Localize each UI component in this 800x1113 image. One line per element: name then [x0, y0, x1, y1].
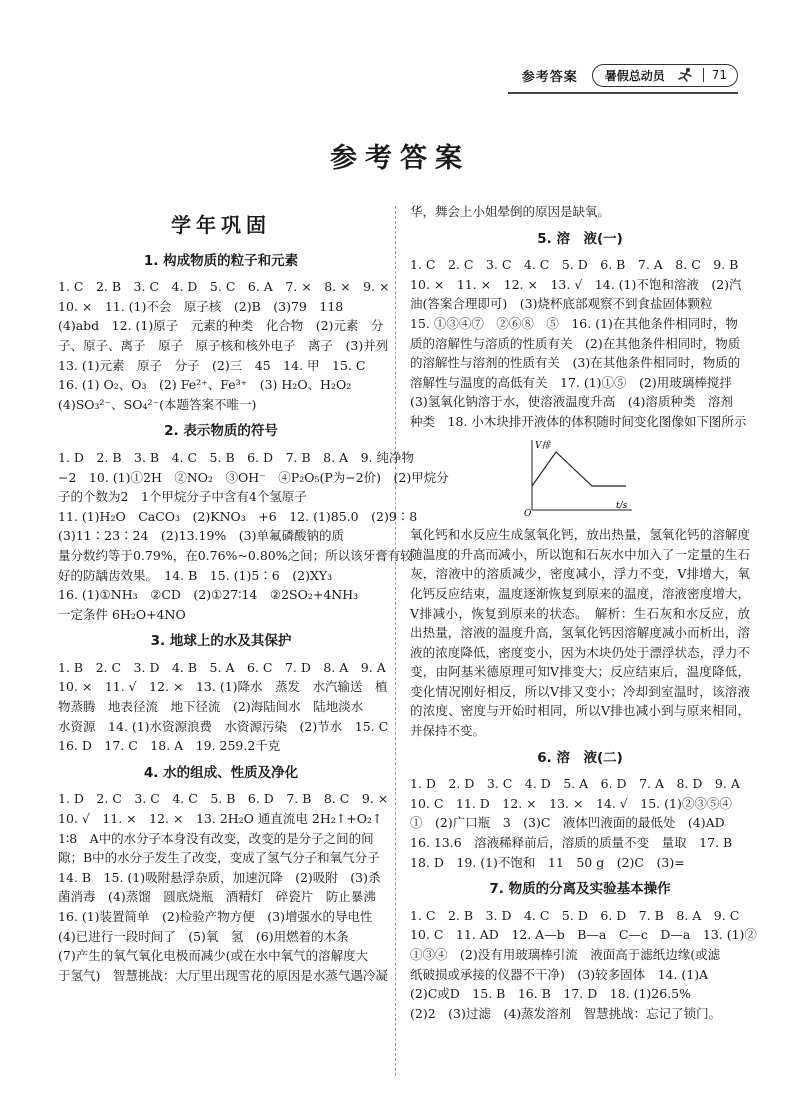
answer-line: 1∶8 A中的水分子本身没有改变，改变的是分子之间的间 [58, 830, 374, 846]
answer-line: 量分数约等于0.79%，在0.76%~0.80%之间；所以该牙膏有较 [58, 547, 413, 563]
graph-y-label: V排 [535, 440, 551, 451]
running-boy-icon [673, 67, 695, 83]
answer-line: (2)2 (3)过滤 (4)蒸发溶剂 智慧挑战：忘记了锁门。 [410, 1005, 722, 1021]
column-divider [395, 206, 396, 1076]
answer-line: (4)abd 12. (1)原子 元素的种类 化合物 (2)元素 分 [58, 318, 384, 334]
answer-line: (3)氢氧化钠溶于水，使溶液温度升高 (4)溶质种类 溶剂 [410, 394, 733, 410]
answer-line: 1. C 2. C 3. C 4. C 5. D 6. B 7. A 8. C 9. B [410, 257, 739, 273]
answer-line: 1. C 2. B 3. D 4. C 5. D 6. D 7. B 8. A 9. C [410, 907, 740, 923]
answer-line: 油(答案合理即可) (3)烧杯底部观察不到食盐固体颗粒 [410, 296, 713, 312]
answer-line: (3)11∶23∶24 (2)13.19% (3)单氟磷酸钠的质 [58, 528, 344, 544]
header-rule [508, 92, 738, 94]
answer-line: 10. × 11. √ 12. × 13. (1)降水 蒸发 水汽输送 植 [58, 679, 388, 695]
answer-line: 1. D 2. C 3. C 4. C 5. B 6. D 7. B 8. C 9. × [58, 791, 389, 807]
series-name: 暑假总动员 [604, 68, 665, 83]
answer-line: 1. D 2. B 3. B 4. C 5. B 6. D 7. B 8. A 9. 纯净物 [58, 449, 414, 465]
answer-line: (4)SO₃²⁻、SO₄²⁻(本题答案不唯一) [58, 396, 257, 412]
answer-line: 18. D 19. (1)不饱和 11 50 g (2)C (3)= [410, 854, 685, 870]
answer-line: −2 10. (1)①2H ②NO₂ ③OH⁻ ④P₂O₅(P为−2价) (2)甲烷分 [58, 469, 449, 485]
header-answer-label: 参考答案 [521, 69, 578, 85]
answer-line: 纸破损或承接的仪器不干净) (3)较多固体 14. (1)A [410, 966, 709, 982]
volume-time-graph [522, 436, 638, 516]
answer-line: 16. (1)装置简单 (2)检验产物方便 (3)增强水的导电性 [58, 909, 373, 924]
main-title: 参考答案 [330, 143, 470, 174]
answer-line: 一定条件 6H₂O+4NO [58, 606, 186, 622]
answer-line: 10. √ 11. × 12. × 13. 2H₂O 通直流电 2H₂↑+O₂↑ [58, 811, 383, 827]
page-header [522, 62, 738, 88]
answer-line: 10. × 11. × 12. × 13. √ 14. (1)不饱和溶液 (2)汽 [410, 276, 742, 292]
answer-line: 于氢气) 智慧挑战：大厅里出现雪花的原因是水蒸气遇冷凝 [58, 967, 388, 983]
answer-line: 10. C 11. AD 12. A—b B—a C—c D—a 13. (1)② [410, 927, 757, 943]
section-title: 5. 溶 液(一) [537, 230, 623, 247]
answer-line: ① (2)广口瓶 3 (3)C 液体凹液面的最低处 (4)AD [410, 815, 725, 831]
answer-line: 16. (1)①NH₃ ②CD (2)①27∶14 ②2SO₂+4NH₃ [58, 587, 359, 603]
answer-line: 好的防龋齿效果。 14. B 15. (1)5∶6 (2)XY₃ [58, 567, 333, 583]
section-title: 3. 地球上的水及其保护 [150, 633, 292, 650]
answer-line: 1. B 2. C 3. D 4. B 5. A 6. C 7. D 8. A 9. A [58, 659, 386, 675]
answer-line: 种类 18. 小木块排开液体的体积随时间变化图像如下图所示 [410, 413, 747, 429]
answer-line: 的溶解性与溶剂的性质有关 (3)在其他条件相同时，物质的 [410, 355, 741, 371]
answer-line: 子、原子、离子 原子 原子核和核外电子 离子 (3)并列 [58, 337, 389, 353]
section-title: 6. 溶 液(二) [537, 749, 623, 766]
answer-line: 15. ①③④⑦ ②⑥⑧ ⑤ 16. (1)在其他条件相同时，物 [410, 315, 738, 331]
answer-line: 物蒸腾 地表径流 地下径流 (2)海陆间水 陆地淡水 [58, 699, 364, 715]
answer-line: (4)已进行一段时间了 (5)氧 氢 (6)用燃着的木条 [58, 928, 349, 944]
section-title: 7. 物质的分离及实验基本操作 [489, 881, 671, 898]
page-number: 71 [711, 68, 727, 82]
explanation-paragraph: 氧化钙和水反应生成氢氧化钙，放出热量，氢氧化钙的溶解度随温度的升高而减小，所以饱和石灰水中加入了一定量的生石灰，溶液中的溶质减少，密度减小，浮力不变，V排增大，氧化钙反应结束，温度逐渐恢复到原来的温度，溶液密度增大，V排减小，恢复到原来的状态。 解析：生石灰和水反应，放出热量，溶液的温度升高，氢氧化钙因溶解度减小而析出，溶液的浓度降低，密度变小，因为木块仍处于漂浮状态，浮力不变，由阿基米德原理可知V排变大；反应结束后，温度降低，变化情况刚好相反，所以V排又变小；冷却到室温时，该溶液的浓度、密度与开始时相同，所以V排也减小到与原来相同，并保持不变。 [410, 527, 750, 739]
left-column [58, 202, 449, 985]
answer-line: 11. (1)H₂O CaCO₃ (2)KNO₃ +6 12. (1)85.0 (2)9∶8 [58, 508, 418, 524]
answer-line: 水资源 14. (1)水资源浪费 水资源污染 (2)节水 15. C [58, 718, 389, 734]
section-title: 2. 表示物质的符号 [164, 423, 278, 440]
answer-line: 溶解性与温度的高低有关 17. (1)①⑤ (2)用玻璃棒搅拌 [410, 374, 732, 390]
answer-line: 子的个数为2 1个甲烷分子中含有4个氢原子 [58, 489, 307, 505]
answer-line: (7)产生的氧气氧化电极而减少(或在水中氧气的溶解度大 [58, 948, 369, 964]
answer-line: 1. C 2. B 3. C 4. D 5. C 6. A 7. × 8. × 9. × [58, 279, 390, 295]
answer-line: 10. × 11. (1)不会 原子核 (2)B (3)79 118 [58, 298, 344, 314]
answer-line: 16. (1) O₂、O₃ (2) Fe²⁺、Fe³⁺ (3) H₂O、H₂O₂ [58, 377, 352, 393]
answer-line: 隙；B中的水分子发生了改变，变成了氢气分子和氧气分子 [58, 850, 380, 866]
answer-line: 16. 13.6 溶液稀释前后，溶质的质量不变 量取 17. B [410, 835, 733, 851]
right-column [410, 202, 757, 1023]
section-group-title: 学年巩固 [171, 213, 271, 237]
answer-line: 16. D 17. C 18. A 19. 259.2千克 [58, 738, 281, 754]
header-separator [703, 68, 704, 82]
answer-line: 14. B 15. (1)吸附悬浮杂质，加速沉降 (2)吸附 (3)杀 [58, 869, 381, 885]
answer-line: (2)C或D 15. B 16. B 17. D 18. (1)26.5% [410, 986, 692, 1002]
graph-origin-label: O [524, 508, 532, 516]
answer-line: 13. (1)元素 原子 分子 (2)三 45 14. 甲 15. C [58, 357, 366, 373]
continuation-line: 华，舞会上小姐晕倒的原因是缺氧。 [410, 204, 611, 219]
graph-x-label: t/s [616, 500, 628, 511]
header-series-badge [592, 64, 738, 87]
answer-line: 菌消毒 (4)蒸馏 圆底烧瓶 酒精灯 碎瓷片 防止暴沸 [58, 889, 376, 905]
answer-line: ①③④ (2)没有用玻璃棒引流 液面高于滤纸边缘(或滤 [410, 947, 721, 962]
answer-line: 1. D 2. D 3. C 4. D 5. A 6. D 7. A 8. D 9. A [410, 776, 740, 792]
answer-line: 10. C 11. D 12. × 13. × 14. √ 15. (1)②③⑤④ [410, 795, 732, 811]
section-title: 4. 水的组成、性质及净化 [143, 764, 299, 781]
section-title: 1. 构成物质的粒子和元素 [143, 252, 299, 269]
answer-line: 质的溶解性与溶质的性质有关 (2)在其他条件相同时，物质 [410, 335, 741, 351]
